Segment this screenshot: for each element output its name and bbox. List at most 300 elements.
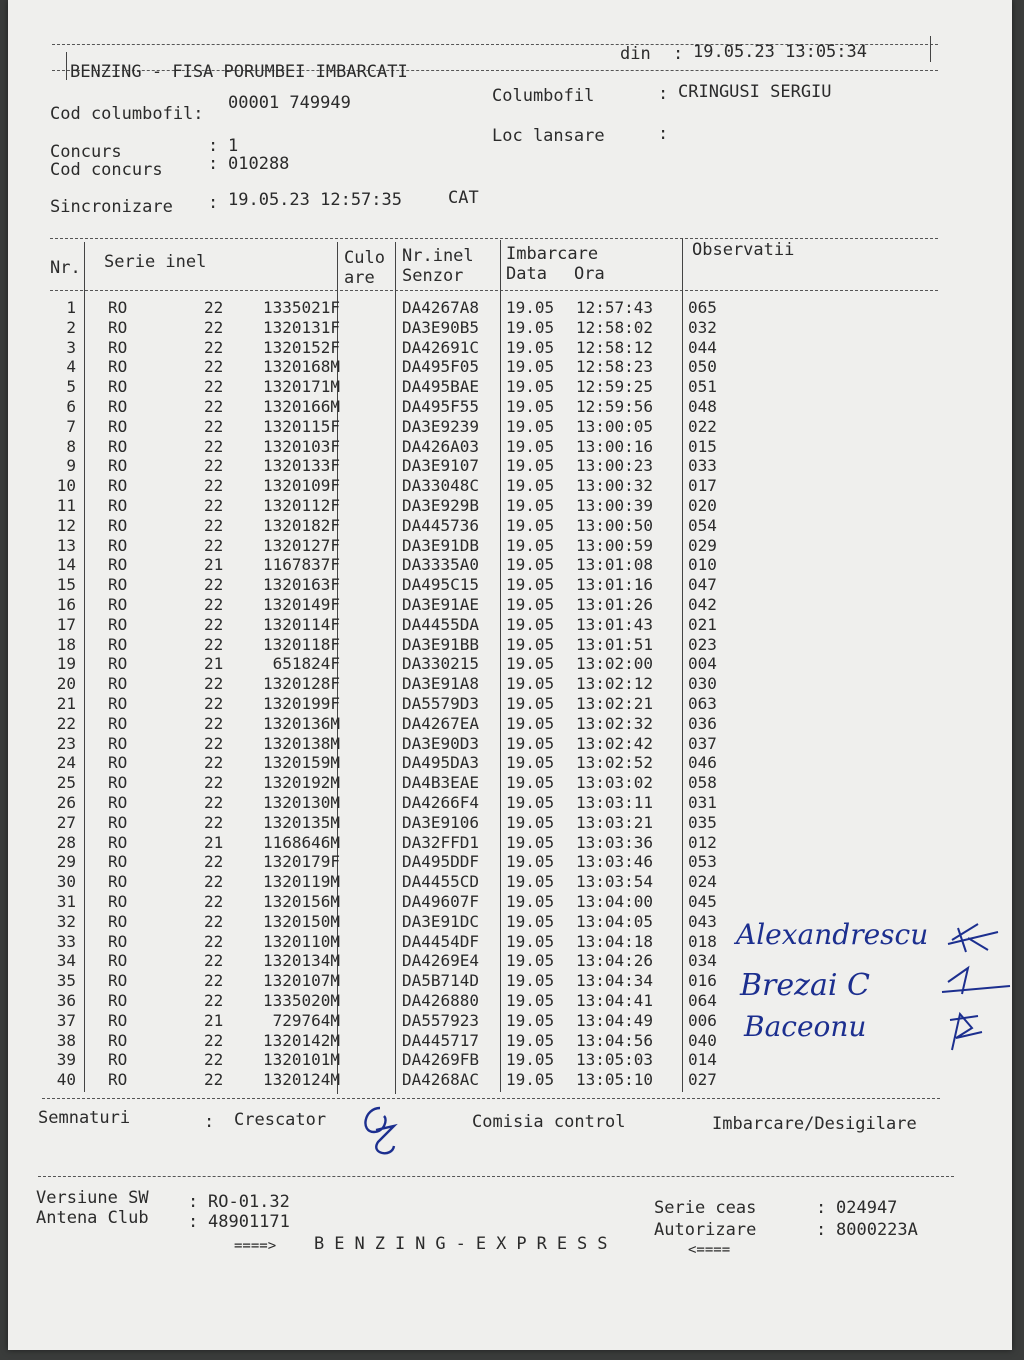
row-ring-number: 1320150M — [262, 911, 340, 931]
table-row — [8, 714, 1012, 734]
row-year: 22 — [204, 892, 224, 911]
table-header-bottom-rule — [50, 290, 938, 291]
row-time: 13:00:59 — [576, 535, 654, 555]
table-row — [8, 377, 1012, 397]
row-number: 3 — [66, 337, 76, 357]
row-sensor: DA33048C — [402, 476, 480, 496]
date-colon: : — [673, 44, 684, 64]
row-time: 13:05:10 — [576, 1070, 654, 1090]
row-number: 2 — [66, 317, 76, 337]
row-country: RO — [108, 773, 128, 793]
row-sensor: DA3E9239 — [402, 416, 480, 436]
row-year: 22 — [204, 931, 224, 951]
row-observation: 054 — [688, 515, 717, 535]
footer-brand: BENZING-EXPRESS — [314, 1234, 618, 1254]
row-observation: 015 — [688, 436, 717, 456]
row-country: RO — [108, 476, 128, 496]
row-country: RO — [108, 793, 128, 812]
document-title: BENZING - FISA PORUMBEI IMBARCATI — [70, 62, 408, 82]
row-year: 22 — [204, 1030, 224, 1050]
row-sensor: DA445717 — [402, 1030, 480, 1050]
row-ring-number: 1335021F — [262, 298, 340, 317]
row-time: 13:01:51 — [576, 634, 654, 654]
row-country: RO — [108, 991, 128, 1010]
footer-top-rule — [38, 1176, 954, 1177]
row-sensor: DA426880 — [402, 991, 480, 1010]
row-number: 10 — [56, 476, 76, 496]
row-observation: 050 — [688, 357, 717, 377]
row-date: 19.05 — [506, 496, 555, 515]
row-time: 13:00:23 — [576, 456, 654, 476]
row-number: 16 — [56, 595, 76, 614]
col-header-culoare-2: are — [344, 268, 375, 288]
cod-concurs-label: Cod concurs — [50, 160, 163, 180]
row-date: 19.05 — [506, 595, 555, 614]
row-time: 13:04:05 — [576, 911, 654, 931]
row-country: RO — [108, 733, 128, 753]
row-number: 28 — [56, 832, 76, 852]
row-ring-number: 1167837F — [262, 555, 340, 575]
row-sensor: DA3E9107 — [402, 456, 480, 476]
row-time: 13:03:46 — [576, 852, 654, 872]
row-country: RO — [108, 357, 128, 377]
row-number: 8 — [66, 436, 76, 456]
row-sensor: DA557923 — [402, 1010, 480, 1030]
versiune-sw-value: RO-01.32 — [208, 1192, 290, 1212]
footer-arrow-left: ====> — [234, 1238, 277, 1254]
row-country: RO — [108, 1010, 128, 1030]
table-row — [8, 734, 1012, 754]
row-year: 22 — [204, 911, 224, 931]
row-sensor: DA495BAE — [402, 377, 480, 397]
row-date: 19.05 — [506, 476, 555, 496]
cod-columbofil-value: 00001 749949 — [228, 93, 351, 113]
row-year: 22 — [204, 397, 224, 416]
row-country: RO — [108, 595, 128, 614]
autorizare-colon: : — [816, 1220, 827, 1240]
row-observation: 051 — [688, 377, 717, 397]
row-year: 22 — [204, 793, 224, 812]
row-time: 13:04:34 — [576, 971, 654, 991]
table-row — [8, 1050, 1012, 1070]
row-country: RO — [108, 694, 128, 713]
row-time: 13:02:52 — [576, 753, 654, 773]
row-number: 33 — [56, 931, 76, 951]
table-row — [8, 892, 1012, 912]
row-number: 5 — [66, 377, 76, 397]
row-number: 18 — [56, 634, 76, 654]
row-observation: 004 — [688, 654, 717, 674]
row-date: 19.05 — [506, 911, 555, 931]
table-row — [8, 516, 1012, 536]
row-ring-number: 1320138M — [262, 733, 340, 753]
row-country: RO — [108, 1050, 128, 1070]
row-sensor: DA5B714D — [402, 971, 480, 991]
row-observation: 043 — [688, 911, 717, 931]
row-ring-number: 1320109F — [262, 476, 340, 496]
row-time: 13:00:32 — [576, 476, 654, 496]
row-time: 13:04:00 — [576, 892, 654, 911]
row-number: 11 — [56, 496, 76, 515]
table-row — [8, 496, 1012, 516]
row-date: 19.05 — [506, 535, 555, 555]
row-time: 13:00:16 — [576, 436, 654, 456]
row-number: 12 — [56, 515, 76, 535]
row-sensor: DA495DDF — [402, 852, 480, 872]
header-right-border — [930, 36, 931, 62]
row-year: 22 — [204, 614, 224, 634]
row-country: RO — [108, 713, 128, 733]
row-number: 40 — [56, 1070, 76, 1090]
row-time: 13:01:43 — [576, 614, 654, 634]
row-year: 22 — [204, 852, 224, 872]
versiune-sw-label: Versiune SW — [36, 1188, 149, 1208]
row-time: 12:59:56 — [576, 397, 654, 416]
table-row — [8, 476, 1012, 496]
row-time: 13:05:03 — [576, 1050, 654, 1070]
row-observation: 027 — [688, 1070, 717, 1090]
row-ring-number: 1320101M — [262, 1050, 340, 1070]
table-row — [8, 595, 1012, 615]
row-date: 19.05 — [506, 713, 555, 733]
row-sensor: DA32FFD1 — [402, 832, 480, 852]
row-date: 19.05 — [506, 733, 555, 753]
row-number: 39 — [56, 1050, 76, 1070]
row-time: 13:00:39 — [576, 496, 654, 515]
row-time: 13:03:54 — [576, 872, 654, 892]
row-ring-number: 651824F — [272, 654, 340, 674]
row-ring-number: 1320182F — [262, 515, 340, 535]
row-observation: 047 — [688, 575, 717, 595]
row-time: 12:59:25 — [576, 377, 654, 397]
row-country: RO — [108, 852, 128, 872]
handwritten-signature-marks — [938, 920, 1018, 1060]
row-ring-number: 1320156M — [262, 892, 340, 911]
antena-club-label: Antena Club — [36, 1208, 149, 1228]
row-sensor: DA330215 — [402, 654, 480, 674]
table-row — [8, 338, 1012, 358]
row-year: 22 — [204, 595, 224, 614]
row-number: 31 — [56, 892, 76, 911]
row-year: 21 — [204, 654, 224, 674]
row-sensor: DA3E91DC — [402, 911, 480, 931]
row-date: 19.05 — [506, 872, 555, 892]
row-ring-number: 1320152F — [262, 337, 340, 357]
date-value: 19.05.23 13:05:34 — [693, 42, 867, 62]
table-row — [8, 872, 1012, 892]
antena-club-colon: : — [188, 1212, 199, 1232]
row-year: 22 — [204, 991, 224, 1010]
row-date: 19.05 — [506, 298, 555, 317]
row-observation: 032 — [688, 317, 717, 337]
table-row — [8, 357, 1012, 377]
row-ring-number: 1168646M — [262, 832, 340, 852]
row-year: 22 — [204, 476, 224, 496]
col-header-serie-inel: Serie inel — [104, 252, 207, 272]
col-header-imbarcare: Imbarcare — [506, 244, 599, 264]
row-time: 12:58:23 — [576, 357, 654, 377]
row-country: RO — [108, 832, 128, 852]
row-ring-number: 1320192M — [262, 773, 340, 793]
row-year: 22 — [204, 575, 224, 595]
table-row — [8, 456, 1012, 476]
table-row — [8, 298, 1012, 318]
row-year: 22 — [204, 496, 224, 515]
row-observation: 023 — [688, 634, 717, 654]
row-date: 19.05 — [506, 654, 555, 674]
row-number: 30 — [56, 872, 76, 892]
row-country: RO — [108, 298, 128, 317]
header-left-border — [66, 52, 67, 80]
row-date: 19.05 — [506, 515, 555, 535]
table-row — [8, 793, 1012, 813]
row-observation: 035 — [688, 812, 717, 832]
autorizare-value: 8000223A — [836, 1220, 918, 1240]
row-observation: 040 — [688, 1030, 717, 1050]
row-ring-number: 1335020M — [262, 991, 340, 1010]
cod-columbofil-label: Cod columbofil: — [50, 104, 204, 124]
handwritten-name-2: Brezai C — [740, 968, 870, 1003]
row-sensor: DA495DA3 — [402, 753, 480, 773]
row-time: 13:00:50 — [576, 515, 654, 535]
row-country: RO — [108, 1070, 128, 1090]
row-date: 19.05 — [506, 634, 555, 654]
row-sensor: DA4267A8 — [402, 298, 480, 317]
row-sensor: DA426A03 — [402, 436, 480, 456]
row-ring-number: 1320128F — [262, 674, 340, 694]
row-sensor: DA495C15 — [402, 575, 480, 595]
row-date: 19.05 — [506, 1070, 555, 1090]
row-time: 13:04:18 — [576, 931, 654, 951]
row-number: 35 — [56, 971, 76, 991]
row-number: 32 — [56, 911, 76, 931]
row-country: RO — [108, 456, 128, 476]
row-country: RO — [108, 496, 128, 515]
serie-ceas-value: 024947 — [836, 1198, 898, 1218]
row-date: 19.05 — [506, 416, 555, 436]
table-row — [8, 397, 1012, 417]
row-number: 6 — [66, 397, 76, 416]
row-year: 22 — [204, 436, 224, 456]
row-ring-number: 1320131F — [262, 317, 340, 337]
row-observation: 058 — [688, 773, 717, 793]
row-time: 12:58:12 — [576, 337, 654, 357]
row-year: 22 — [204, 951, 224, 971]
row-country: RO — [108, 436, 128, 456]
row-observation: 031 — [688, 793, 717, 812]
row-date: 19.05 — [506, 892, 555, 911]
row-date: 19.05 — [506, 614, 555, 634]
row-year: 22 — [204, 812, 224, 832]
row-year: 21 — [204, 832, 224, 852]
sincronizare-label: Sincronizare — [50, 197, 173, 217]
row-country: RO — [108, 1030, 128, 1050]
row-sensor: DA3E90B5 — [402, 317, 480, 337]
row-number: 20 — [56, 674, 76, 694]
row-ring-number: 1320114F — [262, 614, 340, 634]
row-number: 37 — [56, 1010, 76, 1030]
row-year: 22 — [204, 713, 224, 733]
row-time: 13:02:21 — [576, 694, 654, 713]
footer-arrow-right: <==== — [688, 1242, 731, 1258]
row-sensor: DA3E91AE — [402, 595, 480, 614]
row-number: 27 — [56, 812, 76, 832]
row-date: 19.05 — [506, 812, 555, 832]
row-date: 19.05 — [506, 694, 555, 713]
row-year: 22 — [204, 535, 224, 555]
row-sensor: DA42691C — [402, 337, 480, 357]
row-ring-number: 1320103F — [262, 436, 340, 456]
row-observation: 036 — [688, 713, 717, 733]
concurs-colon: : — [208, 136, 219, 156]
row-country: RO — [108, 812, 128, 832]
col-header-nr-inel-1: Nr.inel — [402, 246, 474, 266]
row-number: 15 — [56, 575, 76, 595]
table-row — [8, 615, 1012, 635]
columbofil-colon: : — [658, 84, 669, 104]
sincronizare-colon: : — [208, 193, 219, 213]
row-number: 13 — [56, 535, 76, 555]
crescator-label: Crescator — [234, 1110, 327, 1130]
row-number: 38 — [56, 1030, 76, 1050]
row-sensor: DA5579D3 — [402, 694, 480, 713]
row-number: 14 — [56, 555, 76, 575]
row-ring-number: 1320130M — [262, 793, 340, 812]
autorizare-label: Autorizare — [654, 1220, 757, 1240]
row-observation: 020 — [688, 496, 717, 515]
col-header-observatii: Observatii — [692, 240, 795, 260]
row-country: RO — [108, 931, 128, 951]
row-number: 29 — [56, 852, 76, 872]
row-sensor: DA4455DA — [402, 614, 480, 634]
row-ring-number: 1320166M — [262, 397, 340, 416]
table-row — [8, 318, 1012, 338]
table-row — [8, 694, 1012, 714]
serie-ceas-colon: : — [816, 1198, 827, 1218]
row-ring-number: 1320124M — [262, 1070, 340, 1090]
signatures-label: Semnaturi — [38, 1108, 131, 1128]
col-header-ora: Ora — [574, 264, 605, 284]
row-date: 19.05 — [506, 852, 555, 872]
row-date: 19.05 — [506, 793, 555, 812]
row-sensor: DA4267EA — [402, 713, 480, 733]
row-ring-number: 1320142M — [262, 1030, 340, 1050]
date-label: din — [620, 44, 651, 64]
row-observation: 014 — [688, 1050, 717, 1070]
row-time: 12:58:02 — [576, 317, 654, 337]
col-header-nr-inel-2: Senzor — [402, 266, 464, 286]
row-year: 22 — [204, 456, 224, 476]
row-observation: 021 — [688, 614, 717, 634]
row-country: RO — [108, 654, 128, 674]
row-date: 19.05 — [506, 971, 555, 991]
row-country: RO — [108, 416, 128, 436]
row-year: 22 — [204, 872, 224, 892]
row-time: 13:01:16 — [576, 575, 654, 595]
row-year: 22 — [204, 1070, 224, 1090]
crescator-signature — [354, 1102, 414, 1162]
row-date: 19.05 — [506, 773, 555, 793]
row-ring-number: 1320134M — [262, 951, 340, 971]
row-sensor: DA445736 — [402, 515, 480, 535]
row-ring-number: 1320171M — [262, 377, 340, 397]
row-time: 13:00:05 — [576, 416, 654, 436]
row-time: 13:04:26 — [576, 951, 654, 971]
row-date: 19.05 — [506, 931, 555, 951]
row-country: RO — [108, 535, 128, 555]
row-time: 13:01:08 — [576, 555, 654, 575]
cod-concurs-value: 010288 — [228, 154, 290, 174]
row-date: 19.05 — [506, 832, 555, 852]
row-observation: 030 — [688, 674, 717, 694]
row-observation: 033 — [688, 456, 717, 476]
table-row — [8, 753, 1012, 773]
row-time: 13:02:12 — [576, 674, 654, 694]
row-country: RO — [108, 892, 128, 911]
row-year: 22 — [204, 298, 224, 317]
row-observation: 064 — [688, 991, 717, 1010]
row-date: 19.05 — [506, 357, 555, 377]
row-number: 34 — [56, 951, 76, 971]
row-date: 19.05 — [506, 951, 555, 971]
handwritten-name-3: Baceonu — [744, 1010, 867, 1043]
row-number: 36 — [56, 991, 76, 1010]
row-country: RO — [108, 634, 128, 654]
row-country: RO — [108, 575, 128, 595]
row-time: 13:03:36 — [576, 832, 654, 852]
sincronizare-timezone: CAT — [448, 188, 479, 208]
row-number: 7 — [66, 416, 76, 436]
row-observation: 034 — [688, 951, 717, 971]
row-observation: 029 — [688, 535, 717, 555]
row-country: RO — [108, 317, 128, 337]
versiune-sw-colon: : — [188, 1192, 199, 1212]
row-year: 22 — [204, 317, 224, 337]
row-date: 19.05 — [506, 397, 555, 416]
row-date: 19.05 — [506, 555, 555, 575]
antena-club-value: 48901171 — [208, 1212, 290, 1232]
row-country: RO — [108, 951, 128, 971]
columbofil-value: CRINGUSI SERGIU — [678, 82, 832, 102]
row-sensor: DA495F05 — [402, 357, 480, 377]
row-observation: 010 — [688, 555, 717, 575]
imbarcare-desigilare-label: Imbarcare/Desigilare — [712, 1114, 917, 1134]
row-sensor: DA3E929B — [402, 496, 480, 515]
row-year: 22 — [204, 634, 224, 654]
row-date: 19.05 — [506, 674, 555, 694]
row-number: 19 — [56, 654, 76, 674]
row-ring-number: 1320199F — [262, 694, 340, 713]
row-ring-number: 1320163F — [262, 575, 340, 595]
sincronizare-value: 19.05.23 12:57:35 — [228, 190, 402, 210]
row-ring-number: 1320149F — [262, 595, 340, 614]
row-country: RO — [108, 872, 128, 892]
table-row — [8, 417, 1012, 437]
row-ring-number: 1320135M — [262, 812, 340, 832]
row-ring-number: 1320133F — [262, 456, 340, 476]
row-ring-number: 1320136M — [262, 713, 340, 733]
row-sensor: DA3335A0 — [402, 555, 480, 575]
row-ring-number: 1320115F — [262, 416, 340, 436]
row-observation: 016 — [688, 971, 717, 991]
row-sensor: DA4268AC — [402, 1070, 480, 1090]
row-observation: 053 — [688, 852, 717, 872]
row-observation: 037 — [688, 733, 717, 753]
comisia-label: Comisia control — [472, 1112, 626, 1132]
row-number: 23 — [56, 733, 76, 753]
row-ring-number: 1320159M — [262, 753, 340, 773]
row-observation: 024 — [688, 872, 717, 892]
